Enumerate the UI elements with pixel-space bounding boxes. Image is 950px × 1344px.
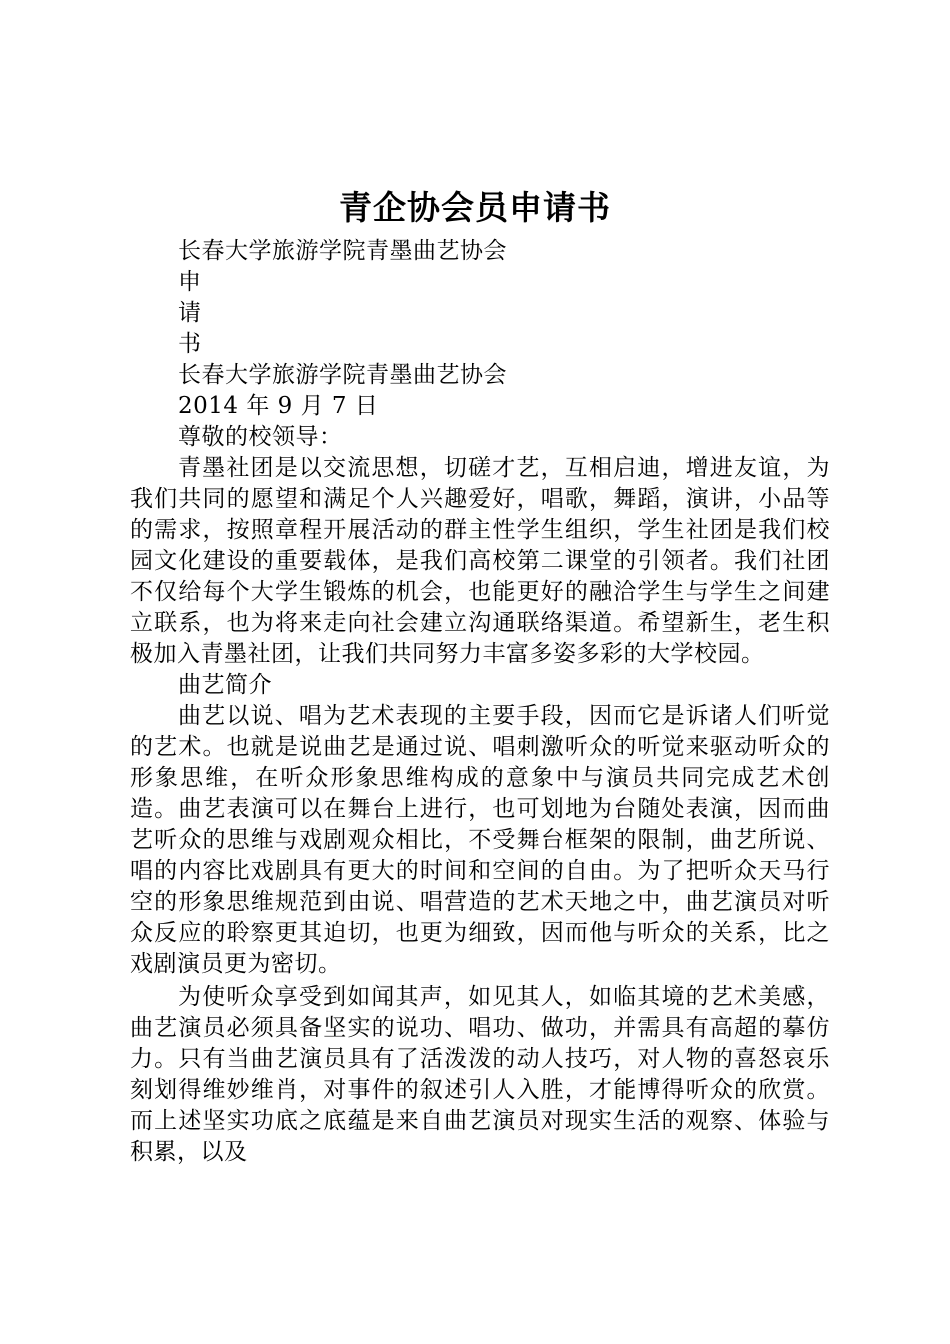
date-line: 2014 年 9 月 7 日 [178, 393, 379, 419]
section-heading: 曲艺简介 [178, 672, 272, 698]
paragraph-quyi-2: 为使听众享受到如闻其声，如见其人，如临其境的艺术美感，曲艺演员必须具备坚实的说功、唱功、做功，并需具有高超的摹仿力。只有当曲艺演员具有了活泼泼的动人技巧，对人物的喜怒哀乐刻划得维妙维肖，对事件的叙述引人入胜，才能博得听众的欣赏。而上述坚实功底之底蕴是来自曲艺演员对现实生活的观察、体验与积累，以及 [130, 984, 830, 1165]
document-body [130, 236, 830, 1168]
salutation: 尊敬的校领导： [178, 424, 343, 450]
document-title: 青企协会员申请书 [339, 188, 611, 227]
paragraph-intro: 青墨社团是以交流思想，切磋才艺，互相启迪，增进友谊，为我们共同的愿望和满足个人兴趣爱好，唱歌，舞蹈，演讲，小品等的需求，按照章程开展活动的群主性学生组织，学生社团是我们校园文化建设的重要载体，是我们高校第二课堂的引领者。我们社团不仅给每个大学生锻炼的机会，也能更好的融洽学生与学生之间建立联系，也为将来走向社会建立沟通联络渠道。希望新生，老生积极加入青墨社团，让我们共同努力丰富多姿多彩的大学校园。 [130, 455, 830, 667]
paragraph-quyi-1: 曲艺以说、唱为艺术表现的主要手段，因而它是诉诸人们听觉的艺术。也就是说曲艺是通过说、唱刺激听众的听觉来驱动听众的形象思维，在听众形象思维构成的意象中与演员共同完成艺术创造。曲艺表演可以在舞台上进行，也可划地为台随处表演，因而曲艺听众的思维与戏剧观众相比，不受舞台框架的限制，曲艺所说、唱的内容比戏剧具有更大的时间和空间的自由。为了把听众天马行空的形象思维规范到由说、唱营造的艺术天地之中，曲艺演员对听众反应的聆察更其迫切，也更为细致，因而他与听众的关系，比之戏剧演员更为密切。 [130, 703, 830, 977]
org-name-line: 长春大学旅游学院青墨曲艺协会 [178, 238, 507, 264]
title-char-qing: 请 [178, 300, 202, 326]
org-name-line-2: 长春大学旅游学院青墨曲艺协会 [178, 362, 507, 388]
title-char-shen: 申 [178, 269, 202, 295]
title-char-shu: 书 [178, 331, 202, 357]
